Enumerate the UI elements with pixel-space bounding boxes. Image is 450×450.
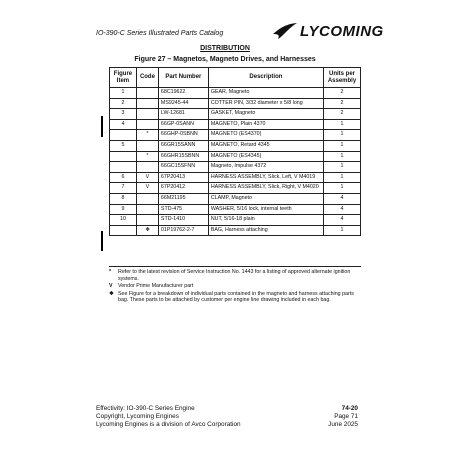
item-cell: 8	[110, 193, 137, 204]
table-row	[110, 119, 361, 130]
change-bar	[101, 231, 103, 251]
description-cell: BAG, Harness attaching	[208, 225, 323, 236]
part-number-cell: 68C19622	[158, 88, 208, 99]
description-cell: WASHER, 5/16 lock, internal teeth	[208, 204, 323, 215]
table-row	[110, 140, 361, 151]
table-row	[110, 162, 361, 173]
item-cell: 9	[110, 204, 137, 215]
item-cell	[110, 151, 137, 162]
part-number-cell: STD-1410	[158, 215, 208, 226]
item-cell: 5	[110, 140, 137, 151]
note-item	[109, 269, 361, 282]
part-number-cell: 66GC15SFNN	[158, 162, 208, 173]
description-cell: HARNESS ASSEMBLY, Slick, Right, V M4020	[208, 183, 323, 194]
change-bar	[101, 116, 103, 137]
note-symbol: V	[109, 283, 113, 290]
description-cell: CLAMP, Magneto	[208, 193, 323, 204]
part-number-cell: 66GP-0SANN	[158, 119, 208, 130]
units-cell: 1	[324, 140, 361, 151]
description-cell: GASKET, Magneto	[208, 109, 323, 120]
notes-divider	[109, 266, 361, 267]
description-cell: MAGNETO (ES4370)	[208, 130, 323, 141]
units-cell: 1	[324, 225, 361, 236]
brand-name: LYCOMING	[300, 22, 384, 40]
units-cell: 1	[324, 172, 361, 183]
col-header-item: Figure Item	[110, 68, 137, 88]
col-header-part-number: Part Number	[158, 68, 208, 88]
item-cell: 2	[110, 98, 137, 109]
table-row	[110, 204, 361, 215]
code-cell: ❖	[136, 225, 158, 236]
table-row	[110, 215, 361, 226]
item-cell	[110, 162, 137, 173]
catalog-title: IO-390-C Series Illustrated Parts Catalog	[96, 30, 224, 37]
page-footer	[96, 405, 358, 430]
eagle-logo-icon	[272, 22, 298, 40]
item-cell	[110, 130, 137, 141]
code-cell: *	[136, 151, 158, 162]
description-cell: Magneto, Impulse 4372	[208, 162, 323, 173]
part-number-cell: 66GHP-0SBNN	[158, 130, 208, 141]
parts-table	[109, 67, 361, 236]
notes-section	[109, 266, 361, 305]
part-number-cell: 01P19762-2-7	[158, 225, 208, 236]
table-row	[110, 130, 361, 141]
code-cell	[136, 204, 158, 215]
copyright-text: Copyright, Lycoming Engines	[96, 413, 179, 421]
description-cell: MAGNETO, Plain 4370	[208, 119, 323, 130]
item-cell: 6	[110, 172, 137, 183]
part-number-cell: 67P20413	[158, 172, 208, 183]
units-cell: 1	[324, 183, 361, 194]
table-row	[110, 151, 361, 162]
description-cell: COTTER PIN, 3/32 diameter x 5/8 long	[208, 98, 323, 109]
description-cell: HARNESS ASSEMBLY, Slick, Left, V M4019	[208, 172, 323, 183]
code-cell	[136, 162, 158, 173]
units-cell: 1	[324, 151, 361, 162]
item-cell: 10	[110, 215, 137, 226]
division-text: Lycoming Engines is a division of Avco Corporation	[96, 421, 241, 429]
section-title: DISTRIBUTION	[200, 45, 250, 52]
note-text: Refer to the latest revision of Service Instruction No. 1443 for a listing of approved alternate ignition systems.	[118, 269, 351, 282]
code-cell	[136, 88, 158, 99]
code-cell	[136, 215, 158, 226]
part-number-cell: LW-12681	[158, 109, 208, 120]
units-cell: 1	[324, 162, 361, 173]
part-number-cell: 66GHR15SBNN	[158, 151, 208, 162]
part-number-cell: 66M21195	[158, 193, 208, 204]
code-cell: V	[136, 172, 158, 183]
part-number-cell: STD-475	[158, 204, 208, 215]
units-cell: 2	[324, 88, 361, 99]
table-row	[110, 172, 361, 183]
code-cell	[136, 109, 158, 120]
code-cell: V	[136, 183, 158, 194]
note-text: See Figure for a breakdown of individual parts contained in the magneto and harness attaching parts bag. These parts to be attached by customer per engine line drawing included in each bag.	[118, 290, 354, 304]
code-cell	[136, 119, 158, 130]
units-cell: 4	[324, 204, 361, 215]
item-cell	[110, 225, 137, 236]
part-number-cell: 67P20412	[158, 183, 208, 194]
table-row	[110, 88, 361, 99]
note-item	[109, 283, 361, 290]
table-header-row	[110, 68, 361, 88]
revision-date: June 2025	[328, 421, 358, 429]
code-cell: *	[136, 130, 158, 141]
units-cell: 4	[324, 215, 361, 226]
col-header-units: Units per Assembly	[324, 68, 361, 88]
units-cell: 4	[324, 193, 361, 204]
page-number: Page 71	[334, 413, 358, 421]
units-cell: 1	[324, 130, 361, 141]
effectivity-text: Effectivity: IO-390-C Series Engine	[96, 405, 195, 412]
units-cell: 2	[324, 98, 361, 109]
table-row	[110, 225, 361, 236]
code-cell	[136, 140, 158, 151]
note-text: Vendor Prime Manufacturer part	[118, 283, 194, 290]
note-symbol: ❖	[109, 290, 114, 297]
description-cell: GEAR, Magneto	[208, 88, 323, 99]
table-row	[110, 193, 361, 204]
code-cell	[136, 98, 158, 109]
units-cell: 1	[324, 119, 361, 130]
note-symbol: *	[109, 269, 112, 275]
code-cell	[136, 193, 158, 204]
table-row	[110, 109, 361, 120]
item-cell: 3	[110, 109, 137, 120]
figure-title: Figure 27 – Magnetos, Magneto Drives, and Harnesses	[134, 56, 316, 63]
table-row	[110, 98, 361, 109]
description-cell: MAGNETO, Retard 4345	[208, 140, 323, 151]
table-row	[110, 183, 361, 194]
col-header-description: Description	[208, 68, 323, 88]
description-cell: MAGNETO (ES4345)	[208, 151, 323, 162]
description-cell: NUT, 5/16-18 plain	[208, 215, 323, 226]
units-cell: 2	[324, 109, 361, 120]
part-number-cell: MS9245-44	[158, 98, 208, 109]
item-cell: 1	[110, 88, 137, 99]
col-header-code: Code	[136, 68, 158, 88]
chapter-code: 74-20	[341, 405, 358, 412]
item-cell: 7	[110, 183, 137, 194]
lycoming-logo	[272, 22, 384, 40]
item-cell: 4	[110, 119, 137, 130]
note-item	[109, 291, 361, 304]
part-number-cell: 66GR15SANN	[158, 140, 208, 151]
